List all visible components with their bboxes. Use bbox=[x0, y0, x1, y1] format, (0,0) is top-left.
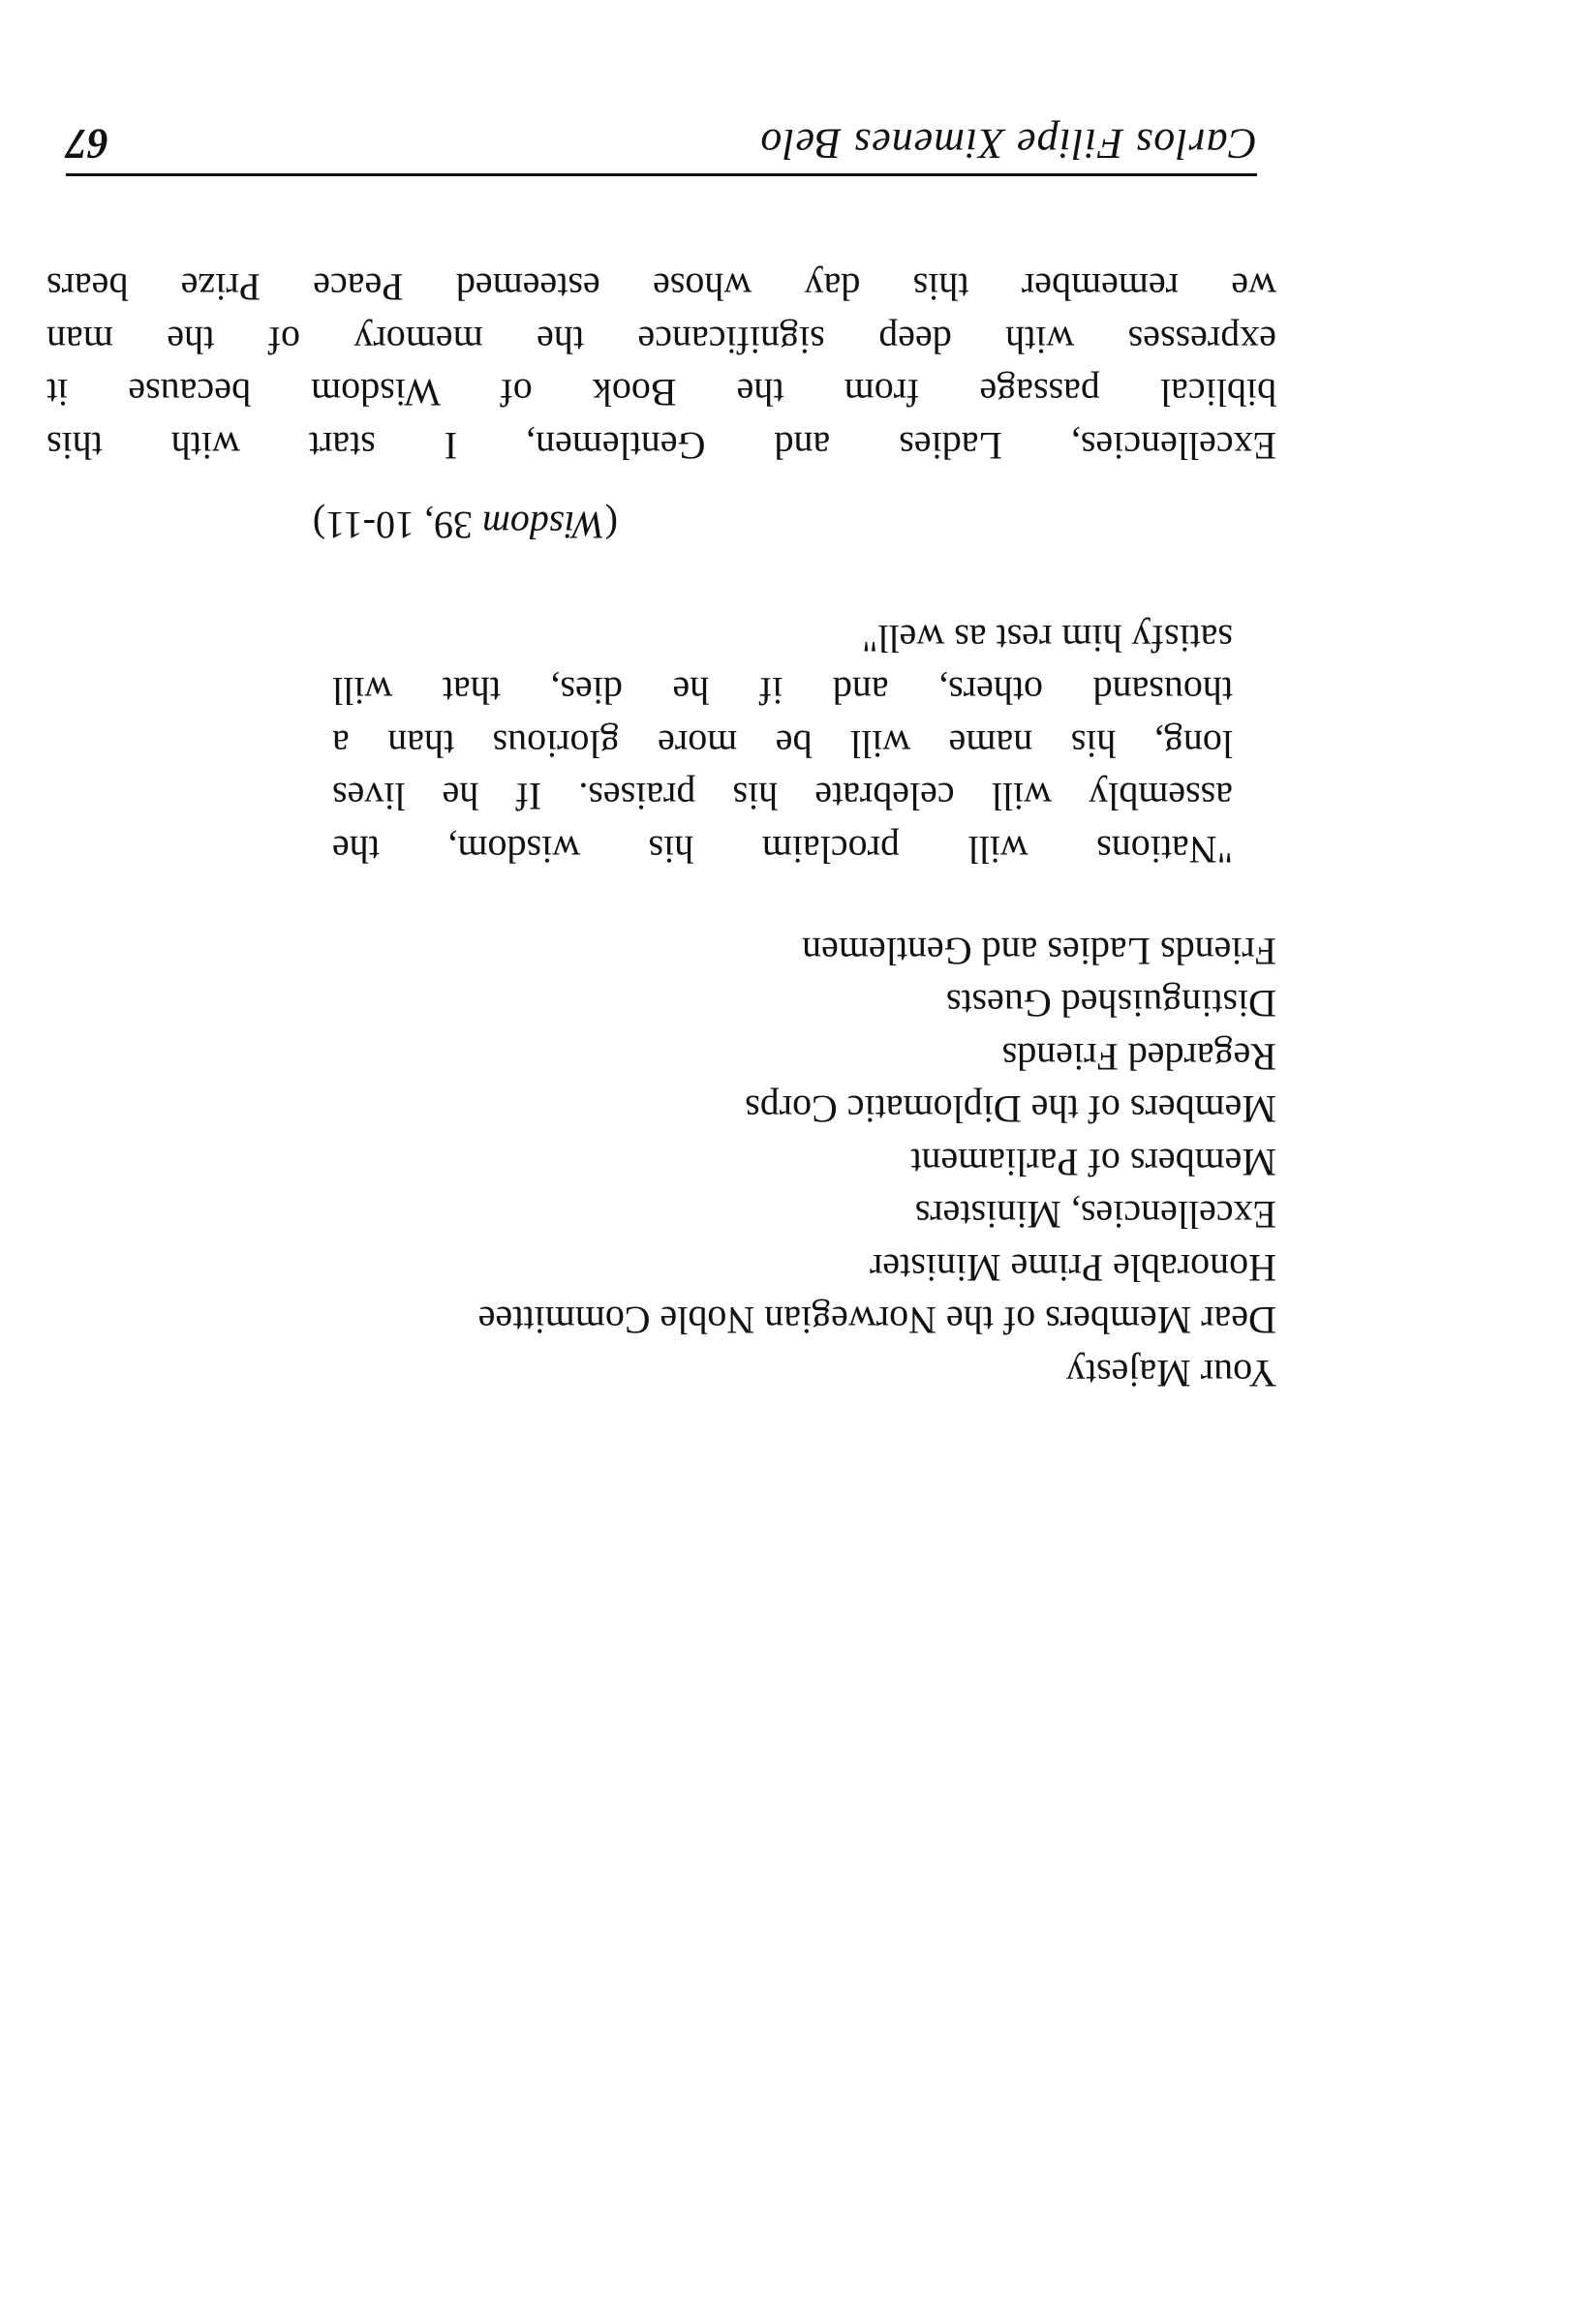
citation-book: Wisdom bbox=[481, 504, 605, 547]
citation-reference: 39, 10-11) bbox=[312, 504, 482, 547]
salutation-line: Members of Parliament bbox=[910, 1141, 1276, 1184]
salutation-line: Dear Members of the Norwegian Noble Committee bbox=[477, 1299, 1276, 1343]
salutation-line: Friends Ladies and Gentlemen bbox=[802, 930, 1276, 973]
paragraph-line: we remember this day whose esteemed Peace Prize bears bbox=[46, 265, 1276, 310]
header-title: Carlos Filipe Ximenes Belo bbox=[759, 120, 1257, 168]
quote-line: satisfy him rest as well" bbox=[862, 617, 1233, 660]
citation-open: ( bbox=[604, 504, 618, 547]
quote-line: long, his name will be more glorious than a bbox=[332, 722, 1233, 766]
salutation-line: Regarded Friends bbox=[1001, 1035, 1276, 1079]
salutation-line: Excellencies, Ministers bbox=[914, 1193, 1276, 1238]
salutation-list bbox=[289, 925, 1276, 1400]
paragraph-line: biblical passage from the Book of Wisdom because it bbox=[46, 371, 1276, 415]
salutation-line: Your Majesty bbox=[1065, 1352, 1276, 1395]
salutation-line: Distinguished Guests bbox=[945, 982, 1276, 1026]
page-number: 67 bbox=[66, 120, 108, 168]
block-quote bbox=[332, 612, 1233, 876]
quote-line: thousand others, and if he dies, that will bbox=[332, 669, 1233, 714]
paragraph-line: expresses with deep significance the memory of the man bbox=[46, 319, 1276, 362]
header-rule bbox=[66, 173, 1257, 176]
salutation-line: Honorable Prime Minister bbox=[870, 1246, 1276, 1290]
salutation-line: Members of the Diplomatic Corps bbox=[745, 1087, 1276, 1132]
body-paragraph bbox=[46, 260, 1276, 472]
paragraph-line: Excellencies, Ladies and Gentlemen, I start with this bbox=[46, 424, 1276, 468]
running-header bbox=[66, 101, 1257, 168]
quote-line: "Nations will proclaim his wisdom, the bbox=[332, 828, 1233, 872]
quote-line: assembly will celebrate his praises. If he lives bbox=[332, 775, 1233, 819]
quote-citation bbox=[313, 503, 618, 548]
